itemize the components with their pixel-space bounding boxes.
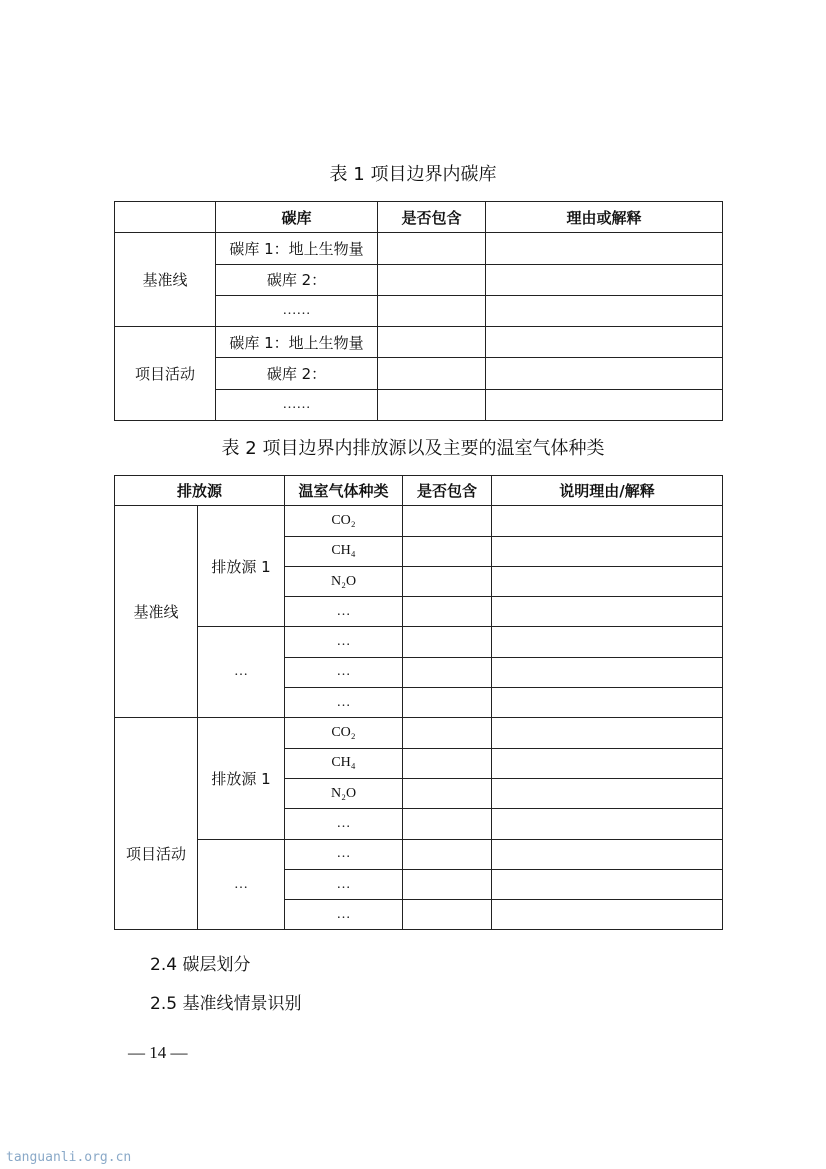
include-cell bbox=[403, 566, 492, 596]
reason-cell bbox=[492, 748, 723, 778]
include-cell bbox=[403, 778, 492, 808]
reason-cell bbox=[492, 657, 723, 687]
include-cell bbox=[403, 718, 492, 748]
reason-cell bbox=[486, 389, 723, 420]
reason-cell bbox=[492, 900, 723, 930]
source-label: 排放源 1 bbox=[198, 506, 285, 627]
header-cell: 温室气体种类 bbox=[285, 476, 403, 506]
pool-cell: 碳库 1：地上生物量 bbox=[216, 327, 378, 358]
include-cell bbox=[403, 597, 492, 627]
include-cell bbox=[403, 839, 492, 869]
include-cell bbox=[403, 536, 492, 566]
header-cell: 理由或解释 bbox=[486, 202, 723, 233]
section-heading-2-4: 2.4 碳层划分 bbox=[150, 955, 251, 975]
group-label: 项目活动 bbox=[115, 718, 198, 930]
include-cell bbox=[378, 358, 486, 389]
emission-source-table bbox=[114, 475, 723, 930]
include-cell bbox=[378, 233, 486, 264]
reason-cell bbox=[492, 809, 723, 839]
gas-cell: … bbox=[285, 597, 403, 627]
table-row bbox=[115, 506, 723, 536]
include-cell bbox=[403, 809, 492, 839]
reason-cell bbox=[492, 688, 723, 718]
include-cell bbox=[403, 688, 492, 718]
source-label: … bbox=[198, 627, 285, 718]
group-label: 基准线 bbox=[115, 506, 198, 718]
reason-cell bbox=[492, 869, 723, 899]
include-cell bbox=[403, 869, 492, 899]
gas-cell: … bbox=[285, 627, 403, 657]
header-cell: 排放源 bbox=[115, 476, 285, 506]
table2-caption: 表 2 项目边界内排放源以及主要的温室气体种类 bbox=[221, 438, 605, 459]
include-cell bbox=[378, 295, 486, 326]
gas-cell: CH₄ bbox=[285, 748, 403, 778]
source-label: … bbox=[198, 839, 285, 930]
header-cell: 是否包含 bbox=[403, 476, 492, 506]
table-row bbox=[115, 327, 723, 358]
reason-cell bbox=[486, 295, 723, 326]
section-heading-2-5: 2.5 基准线情景识别 bbox=[150, 994, 302, 1014]
gas-cell: N₂O bbox=[285, 566, 403, 596]
gas-cell: … bbox=[285, 869, 403, 899]
include-cell bbox=[403, 900, 492, 930]
header-cell: 是否包含 bbox=[378, 202, 486, 233]
gas-cell: CO₂ bbox=[285, 718, 403, 748]
group-label: 项目活动 bbox=[115, 327, 216, 421]
reason-cell bbox=[486, 264, 723, 295]
reason-cell bbox=[492, 566, 723, 596]
gas-cell: … bbox=[285, 809, 403, 839]
include-cell bbox=[403, 748, 492, 778]
reason-cell bbox=[492, 536, 723, 566]
reason-cell bbox=[492, 718, 723, 748]
pool-cell: 碳库 2： bbox=[216, 264, 378, 295]
include-cell bbox=[403, 657, 492, 687]
include-cell bbox=[378, 264, 486, 295]
include-cell bbox=[403, 506, 492, 536]
table-header-row bbox=[115, 476, 723, 506]
include-cell bbox=[378, 389, 486, 420]
header-cell bbox=[115, 202, 216, 233]
carbon-pool-table bbox=[114, 201, 723, 421]
reason-cell bbox=[492, 506, 723, 536]
gas-cell: N₂O bbox=[285, 778, 403, 808]
gas-cell: CO₂ bbox=[285, 506, 403, 536]
reason-cell bbox=[492, 839, 723, 869]
reason-cell bbox=[486, 327, 723, 358]
reason-cell bbox=[486, 233, 723, 264]
watermark: tanguanli.org.cn bbox=[6, 1150, 132, 1165]
gas-cell: … bbox=[285, 900, 403, 930]
page-number: — 14 — bbox=[128, 1043, 188, 1062]
include-cell bbox=[403, 627, 492, 657]
table-row bbox=[115, 839, 723, 869]
reason-cell bbox=[492, 597, 723, 627]
table-row bbox=[115, 718, 723, 748]
source-label: 排放源 1 bbox=[198, 718, 285, 839]
pool-cell: …… bbox=[216, 389, 378, 420]
pool-cell: …… bbox=[216, 295, 378, 326]
table1-caption: 表 1 项目边界内碳库 bbox=[329, 164, 497, 185]
table-header-row bbox=[115, 202, 723, 233]
include-cell bbox=[378, 327, 486, 358]
header-cell: 说明理由/解释 bbox=[492, 476, 723, 506]
pool-cell: 碳库 2： bbox=[216, 358, 378, 389]
pool-cell: 碳库 1：地上生物量 bbox=[216, 233, 378, 264]
header-cell: 碳库 bbox=[216, 202, 378, 233]
table-row bbox=[115, 233, 723, 264]
gas-cell: … bbox=[285, 839, 403, 869]
gas-cell: … bbox=[285, 688, 403, 718]
gas-cell: CH₄ bbox=[285, 536, 403, 566]
gas-cell: … bbox=[285, 657, 403, 687]
group-label: 基准线 bbox=[115, 233, 216, 327]
reason-cell bbox=[492, 627, 723, 657]
table-row bbox=[115, 627, 723, 657]
reason-cell bbox=[492, 778, 723, 808]
reason-cell bbox=[486, 358, 723, 389]
